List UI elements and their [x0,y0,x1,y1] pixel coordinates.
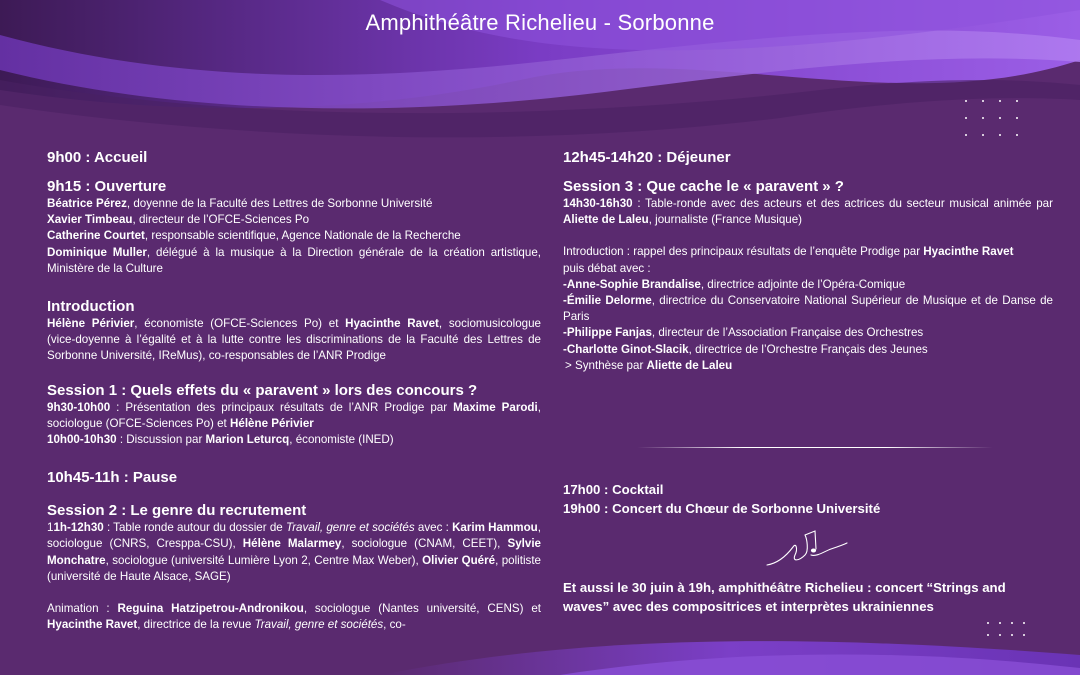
speaker-role: , directeur de l’Association Française des Orchestres [651,326,924,340]
time: 1h-12h30 [53,521,104,535]
session2-heading: Session 2 : Le genre du recrutement [47,502,307,520]
text: , co- [383,618,406,632]
text: , économiste (INED) [289,433,394,447]
speaker-role: , directrice de l’Orchestre Français des Jeunes [688,342,928,356]
text: > Synthèse par [565,358,647,372]
speaker-role: , directrice du Conservatoire National Supérieur de Musique et de Danse de Paris [563,294,1053,324]
journal-title: Travail, genre et sociétés [254,618,384,632]
speaker-name: -Philippe Fanjas [563,326,652,340]
also-concert-text: Et aussi le 30 juin à 19h, amphithéâtre Richelieu : concert “Strings and waves” avec des compositrices et interprètes ukrainiennes [563,580,1006,614]
text: , sociomusicologue (vice-doyenne à l’égalité et à la lutte contre les discriminations de la Faculté des Lettres de Sorbonne Université, IReMus), co-responsables de l’ANR Prodige [47,317,541,363]
time: 1 [47,521,54,535]
speaker-name: Olivier Quéré [422,553,496,567]
speaker-name: -Émilie Delorme [563,294,652,308]
text: , économiste (OFCE-Sciences Po) et [134,317,346,331]
introduction-heading: Introduction [47,298,135,316]
session3-heading: Session 3 : Que cache le « paravent » ? [563,178,844,195]
speaker-name: -Charlotte Ginot-Slacik [563,342,689,356]
speaker-role: , doyenne de la Faculté des Lettres de Sorbonne Université [126,197,433,210]
text: Introduction : rappel des principaux résultats de l’enquête Prodige par [563,245,924,259]
text: , sociologue (université Lumière Lyon 2, Centre Max Weber), [105,553,423,567]
speaker-name: Xavier Timbeau [47,213,133,227]
list-item [563,293,1053,325]
speaker-name: Hélène Périvier [47,317,135,331]
text: , directrice de la revue [137,618,255,632]
session1-text [47,400,541,449]
right-column [563,148,1053,374]
speaker-name: Béatrice Pérez [47,197,127,210]
section-divider [637,447,993,448]
session3-intro [563,244,1053,260]
time: 10h00-10h30 [47,433,117,447]
speaker-name: Karim Hammou [452,521,538,535]
time: 14h30-16h30 [563,197,633,210]
text: avec : [414,521,449,535]
accueil-heading: 9h00 : Accueil [47,149,148,166]
list-item [563,325,1053,341]
concert-line: 19h00 : Concert du Chœur de Sorbonne Université [563,501,881,516]
ouverture-heading: 9h15 : Ouverture [47,178,167,195]
speaker-name: Sylvie Monchatre [47,537,541,567]
text: : Présentation des principaux résultats de l’ANR Prodige par [110,400,454,414]
speaker-role: , délégué à la musique à la Direction générale de la création artistique, Ministère de la Culture [47,245,541,275]
text: Animation : [47,602,118,616]
pause-heading: 10h45-11h : Pause [47,469,178,487]
text: , sociologue (OFCE-Sciences Po) et [47,400,541,430]
text: , journaliste (France Musique) [648,213,803,227]
list-item [563,277,1053,293]
text: : Table ronde autour du dossier de [103,521,286,535]
text: : Discussion par [116,433,206,447]
debate-label: puis débat avec : [563,261,651,275]
evening-events [563,480,1043,518]
speaker-name: Aliette de Laleu [646,358,733,372]
speaker-name: Reguina Hatzipetrou-Andronikou [117,602,304,616]
speaker-name: -Anne-Sophie Brandalise [563,277,701,291]
text: , sociologue (Nantes université, CENS) et [303,602,541,616]
text: , sociologue (CNRS, Cresppa-CSU), [47,521,541,551]
text: , politiste (université de Haute Alsace, SAGE) [47,553,541,583]
session2-text [47,520,541,585]
speaker-name: Hélène Malarmey [242,537,342,551]
text: : Table-ronde avec des acteurs et des actrices du secteur musical animée par [632,197,1053,210]
debaters-list [563,277,1053,358]
session2-animation [47,601,541,633]
speaker-name: Hélène Périvier [230,416,314,430]
speaker-role: , directeur de l’OFCE-Sciences Po [132,213,310,227]
music-note-icon [765,525,849,571]
session3-text [563,196,1053,228]
speaker-name: Hyacinthe Ravet [923,245,1014,259]
left-column [47,148,541,633]
introduction-text [47,316,541,365]
text: , sociologue (CNAM, CEET), [341,537,508,551]
speaker-name: Hyacinthe Ravet [345,317,439,331]
journal-title: Travail, genre et sociétés [285,521,415,535]
cocktail-line: 17h00 : Cocktail [563,482,664,497]
speaker-name: Hyacinthe Ravet [47,618,138,632]
speaker-name: Marion Leturcq [205,433,290,447]
list-item [563,342,1053,358]
speaker-name: Dominique Muller [47,245,147,259]
ouverture-speakers [47,196,541,277]
synthesis-line [563,358,1053,374]
speaker-role: , directrice adjointe de l’Opéra-Comique [700,277,906,291]
time: 9h30-10h00 [47,400,111,414]
speaker-role: , responsable scientifique, Agence Nationale de la Recherche [144,229,461,243]
venue-title: Amphithéâtre Richelieu - Sorbonne [365,10,715,35]
dejeuner-heading: 12h45-14h20 : Déjeuner [563,149,731,166]
speaker-name: Catherine Courtet [47,229,145,243]
speaker-name: Aliette de Laleu [563,213,649,227]
session1-heading: Session 1 : Quels effets du « paravent » lors des concours ? [47,381,478,399]
speaker-name: Maxime Parodi [453,400,538,414]
